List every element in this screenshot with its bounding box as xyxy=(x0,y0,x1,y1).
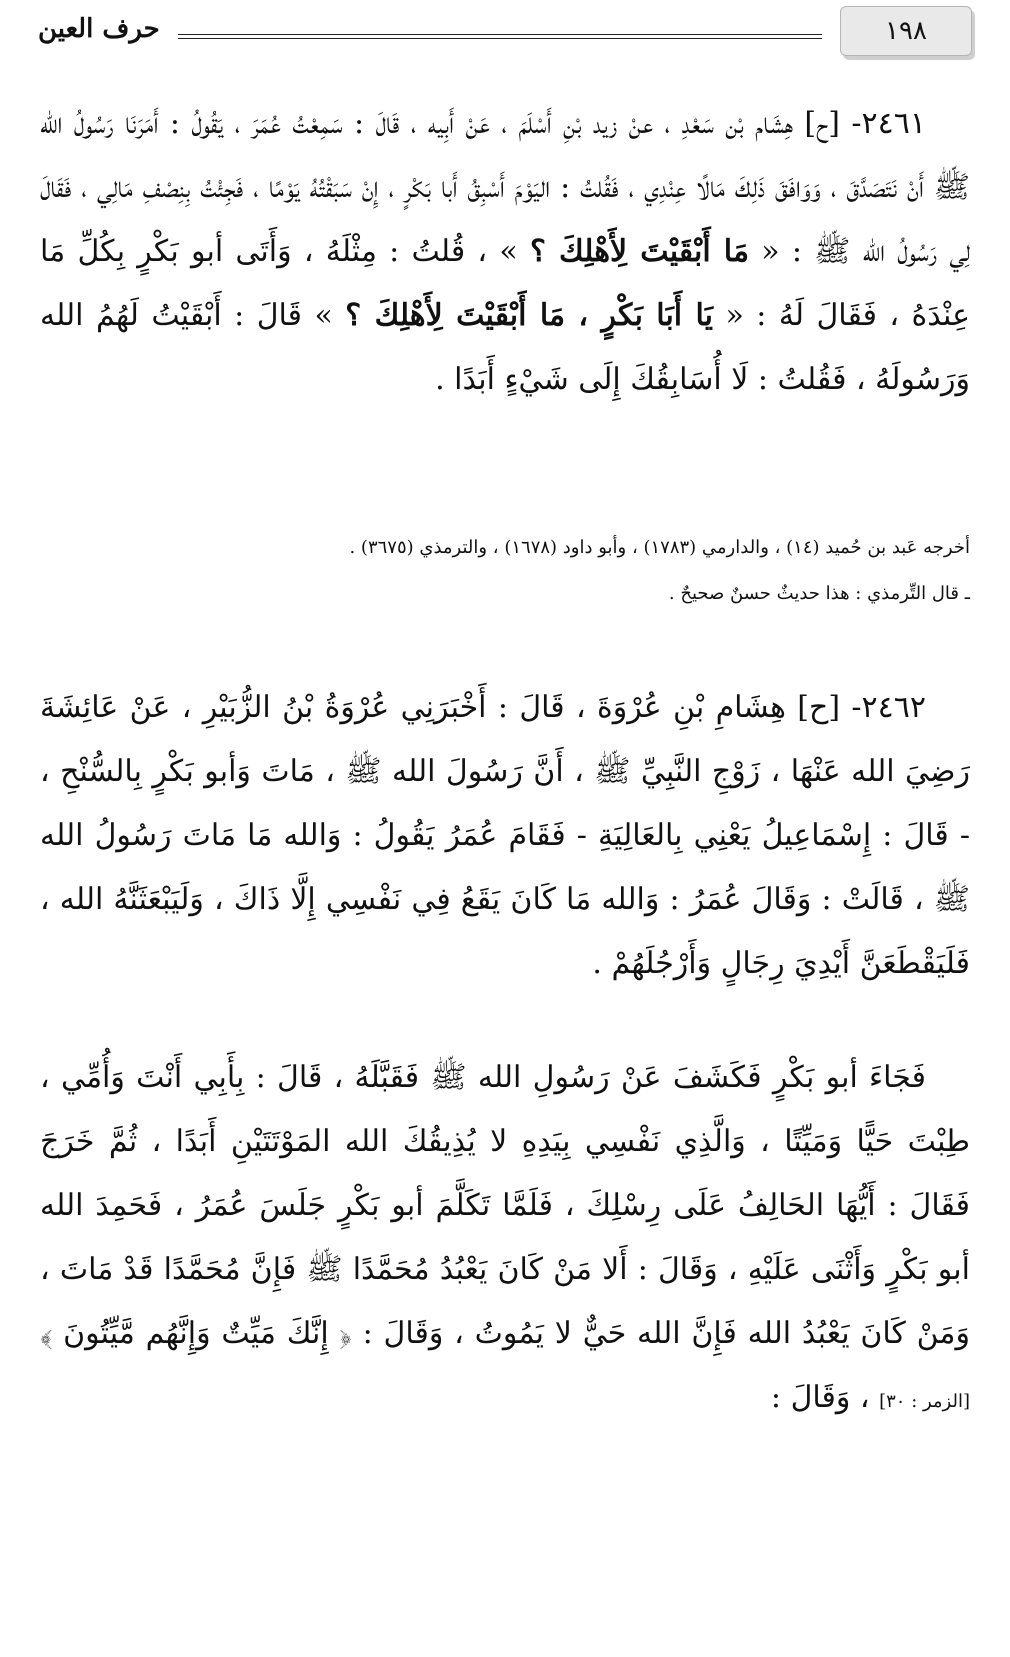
hadith-2462-continuation xyxy=(40,1046,970,1434)
hadith-2461-text xyxy=(40,92,970,412)
hadith-2462-paragraph-1: ٢٤٦٢- [ح] هِشَامِ بْنِ عُرْوَةَ ، قَالَ : أَخْبَرَنِي عُرْوَةُ بْنُ الزُّبَيْرِ ، عَنْ عَائِشَةَ رَضِيَ الله عَنْهَا ، زَوْجِ النَّبِيِّ ﷺ ، أَنَّ رَسُولَ الله ﷺ ، مَاتَ وَأبو بَكْرٍ بِالسُّنْحِ ، - قَالَ : إِسْمَاعِيلُ يَعْنِي بِالعَالِيَةِ - فَقَامَ عُمَرُ يَقُولُ : وَالله مَا مَاتَ رَسُولُ الله ﷺ ، قَالَتْ : وَقَالَ عُمَرُ : وَالله مَا كَانَ يَقَعُ فِي نَفْسِي إِلَّا ذَاكَ ، وَلَيَبْعَثَنَّهُ الله ، فَلَيَقْطَعَنَّ أَيْدِيَ رِجَالٍ وَأَرْجُلَهُمْ . xyxy=(40,690,970,981)
text-segment: ، وَقَالَ : xyxy=(770,1380,880,1415)
quran-reference: [الزمر : ٣٠] xyxy=(879,1391,970,1412)
text-segment: ٢٤٦١- [ح] هِشَام بْن سَعْدِ ، عنْ زيد بْنِ أَسْلَمَ ، عَنْ أَبِيه ، قَالَ : سَمِعْتُ عُمَرَ ، يَقُولُ : أَمَرَنَا رَسُولُ الله ﷺ أَنْ نَتَصَدَّقَ ، وَوَافَقَ ذَلِكَ مَالًا عِنْدِي ، فَقُلتُ : اليَوْمَ أَسْبِقُ أَبا بَكْرٍ ، إِنْ سَبَقْتُهُ يَوْمًا ، فَجِئْتُ بِنِصْفِ مَالِي ، فَقَالَ لِي رَسُولُ الله ﷺ : « xyxy=(40,106,970,269)
hadith-2462-text xyxy=(40,676,970,996)
prophet-quote: يَا أَبَا بَكْرٍ ، مَا أَبْقَيْتَ لِأَهْلِكَ ؟ xyxy=(345,298,713,333)
chapter-title: حرف العين xyxy=(38,14,160,44)
header-divider xyxy=(178,34,822,39)
text-segment: فَجَاءَ أبو بَكْرٍ فَكَشَفَ عَنْ رَسُولِ الله ﷺ فَقَبَّلَهُ ، قَالَ : بِأَبِي أَنْتَ وَأُمِّي ، طِبْتَ حَيًّا وَمَيِّتًا ، وَالَّذِي نَفْسِي بِيَدِهِ لا يُذِيقُكَ الله المَوْتَتَيْنِ أَبَدًا ، ثُمَّ خَرَجَ فَقَالَ : أَيُّهَا الحَالِفُ عَلَى رِسْلِكَ ، فَلَمَّا تَكَلَّمَ أبو بَكْرٍ جَلَسَ عُمَرُ ، فَحَمِدَ الله أبو بَكْرٍ وَأَثْنَى عَلَيْهِ ، وَقَالَ : أَلا مَنْ كَانَ يَعْبُدُ مُحَمَّدًا ﷺ فَإِنَّ مُحَمَّدًا قَدْ مَاتَ ، وَمَنْ كَانَ يَعْبُدُ الله فَإِنَّ الله حَيٌّ لا يَمُوتُ ، وَقَالَ : ﴿ إِنَّكَ مَيِّتٌ وَإِنَّهُم مَّيِّتُونَ ﴾ xyxy=(40,1060,970,1351)
hadith-2461-paragraph xyxy=(40,92,970,412)
source-note: أخرجه عَبد بن حُميد (١٤) ، والدارمي (١٧٨٣) ، وأبو داود (١٦٧٨) ، والترمذي (٣٦٧٥) . xyxy=(349,537,970,558)
hadith-2462-paragraph-2 xyxy=(40,1046,970,1434)
text-segment: » ، قُلتُ : مِثْلَهُ ، وَأَتَى أبو بَكْرٍ بِكُلِّ مَا عِنْدَهُ ، فَقَالَ لَهُ : « xyxy=(40,234,970,333)
text-segment: » قَالَ : أَبْقَيْتُ لَهُمُ الله وَرَسُولَهُ ، فَقُلتُ : لَا أُسَابِقُكَ إِلَى شَيْءٍ أَبَدًا . xyxy=(40,298,970,397)
prophet-quote: مَا أَبْقَيْتَ لِأَهْلِكَ ؟ xyxy=(529,234,750,269)
page-number-badge: ١٩٨ xyxy=(840,6,972,56)
page-header xyxy=(38,6,972,60)
grading-note: ـ قال التِّرمذي : هذا حديثٌ حسنٌ صحيحٌ . xyxy=(668,583,970,604)
